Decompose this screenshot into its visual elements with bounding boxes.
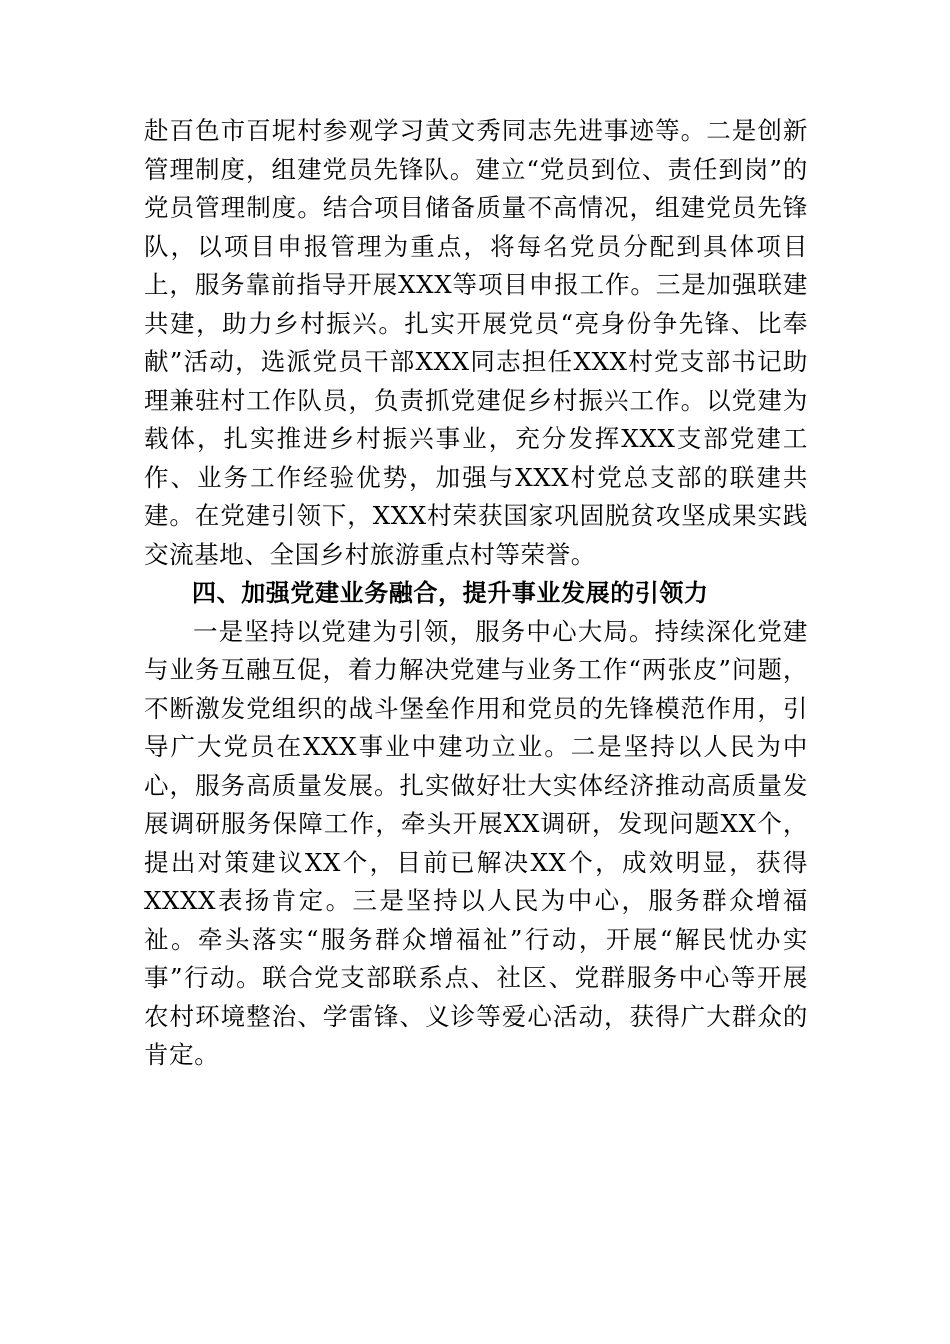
body-paragraph-continued: 赴百色市百坭村参观学习黄文秀同志先进事迹等。二是创新管理制度，组建党员先锋队。建立“党员到位、责任到岗”的党员管理制度。结合项目储备质量不高情况，组建党员先锋队，以项目申报管理为重点，将每名党员分配到具体项目上，服务靠前指导开展XXX等项目申报工作。三是加强联建共建，助力乡村振兴。扎实开展党员“亮身份争先锋、比奉献”活动，选派党员干部XXX同志担任XXX村党支部书记助理兼驻村工作队员，负责抓党建促乡村振兴工作。以党建为载体，扎实推进乡村振兴事业，充分发挥XXX支部党建工作、业务工作经验优势，加强与XXX村党总支部的联建共建。在党建引领下，XXX村荣获国家巩固脱贫攻坚成果实践交流基地、全国乡村旅游重点村等荣誉。 [144, 116, 808, 569]
body-paragraph: 一是坚持以党建为引领，服务中心大局。持续深化党建与业务互融互促，着力解决党建与业务工作“两张皮”问题，不断激发党组织的战斗堡垒作用和党员的先锋模范作用，引导广大党员在XXX事业中建功立业。二是坚持以人民为中心，服务高质量发展。扎实做好壮大实体经济推动高质量发展调研服务保障工作，牵头开展XX调研，发现问题XX个，提出对策建议XX个，目前已解决XX个，成效明显，获得XXXX表扬肯定。三是坚持以人民为中心，服务群众增福祉。牵头落实“服务群众增福祉”行动，开展“解民忧办实事”行动。联合党支部联系点、社区、党群服务中心等开展农村环境整治、学雷锋、义诊等爱心活动，获得广大群众的肯定。 [144, 616, 808, 1069]
document-body [144, 112, 808, 1075]
section-heading: 四、加强党建业务融合，提升事业发展的引领力 [192, 579, 709, 607]
